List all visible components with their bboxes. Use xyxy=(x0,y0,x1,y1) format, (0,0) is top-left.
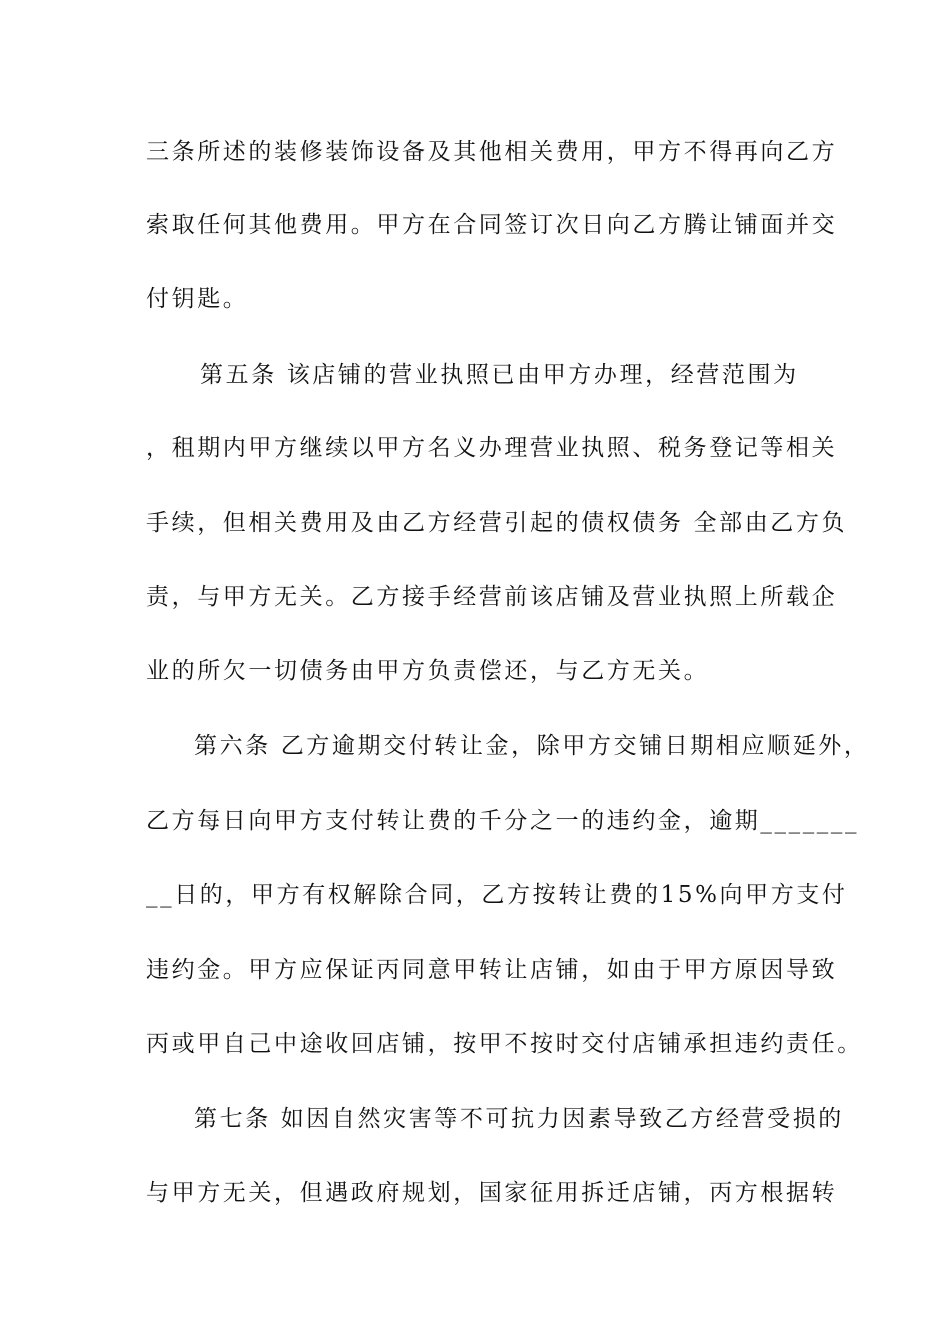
article-six-heading-line: 第六条 乙方逾期交付转让金，除甲方交铺日期相应顺延外， xyxy=(194,733,870,759)
paragraph-line: 违约金。甲方应保证丙同意甲转让店铺，如由于甲方原因导致 xyxy=(146,957,838,983)
paragraph-line: ，租期内甲方继续以甲方名义办理营业执照、税务登记等相关 xyxy=(146,435,838,461)
paragraph-line: 付钥匙。 xyxy=(146,286,249,312)
paragraph-line: 丙或甲自己中途收回店铺，按甲不按时交付店铺承担违约责任。 xyxy=(146,1031,863,1057)
paragraph-line: 索取任何其他费用。甲方在合同签订次日向乙方腾让铺面并交 xyxy=(146,212,838,238)
paragraph-line: 业的所欠一切债务由甲方负责偿还，与乙方无关。 xyxy=(146,658,710,684)
article-five-heading-line: 第五条 该店铺的营业执照已由甲方办理，经营范围为 xyxy=(200,362,799,388)
paragraph-line: 手续，但相关费用及由乙方经营引起的债权债务 全部由乙方负 xyxy=(146,510,848,536)
paragraph-line: 与甲方无关，但遇政府规划，国家征用拆迁店铺，丙方根据转 xyxy=(146,1180,838,1206)
article-seven-heading-line: 第七条 如因自然灾害等不可抗力因素导致乙方经营受损的 xyxy=(194,1106,844,1132)
paragraph-line: 乙方每日向甲方支付转让费的千分之一的违约金，逾期_______ xyxy=(146,808,860,834)
paragraph-line: 三条所述的装修装饰设备及其他相关费用，甲方不得再向乙方 xyxy=(146,139,838,165)
paragraph-line: 责，与甲方无关。乙方接手经营前该店铺及营业执照上所载企 xyxy=(146,584,838,610)
paragraph-line: __日的，甲方有权解除合同，乙方按转让费的15%向甲方支付 xyxy=(146,882,848,908)
